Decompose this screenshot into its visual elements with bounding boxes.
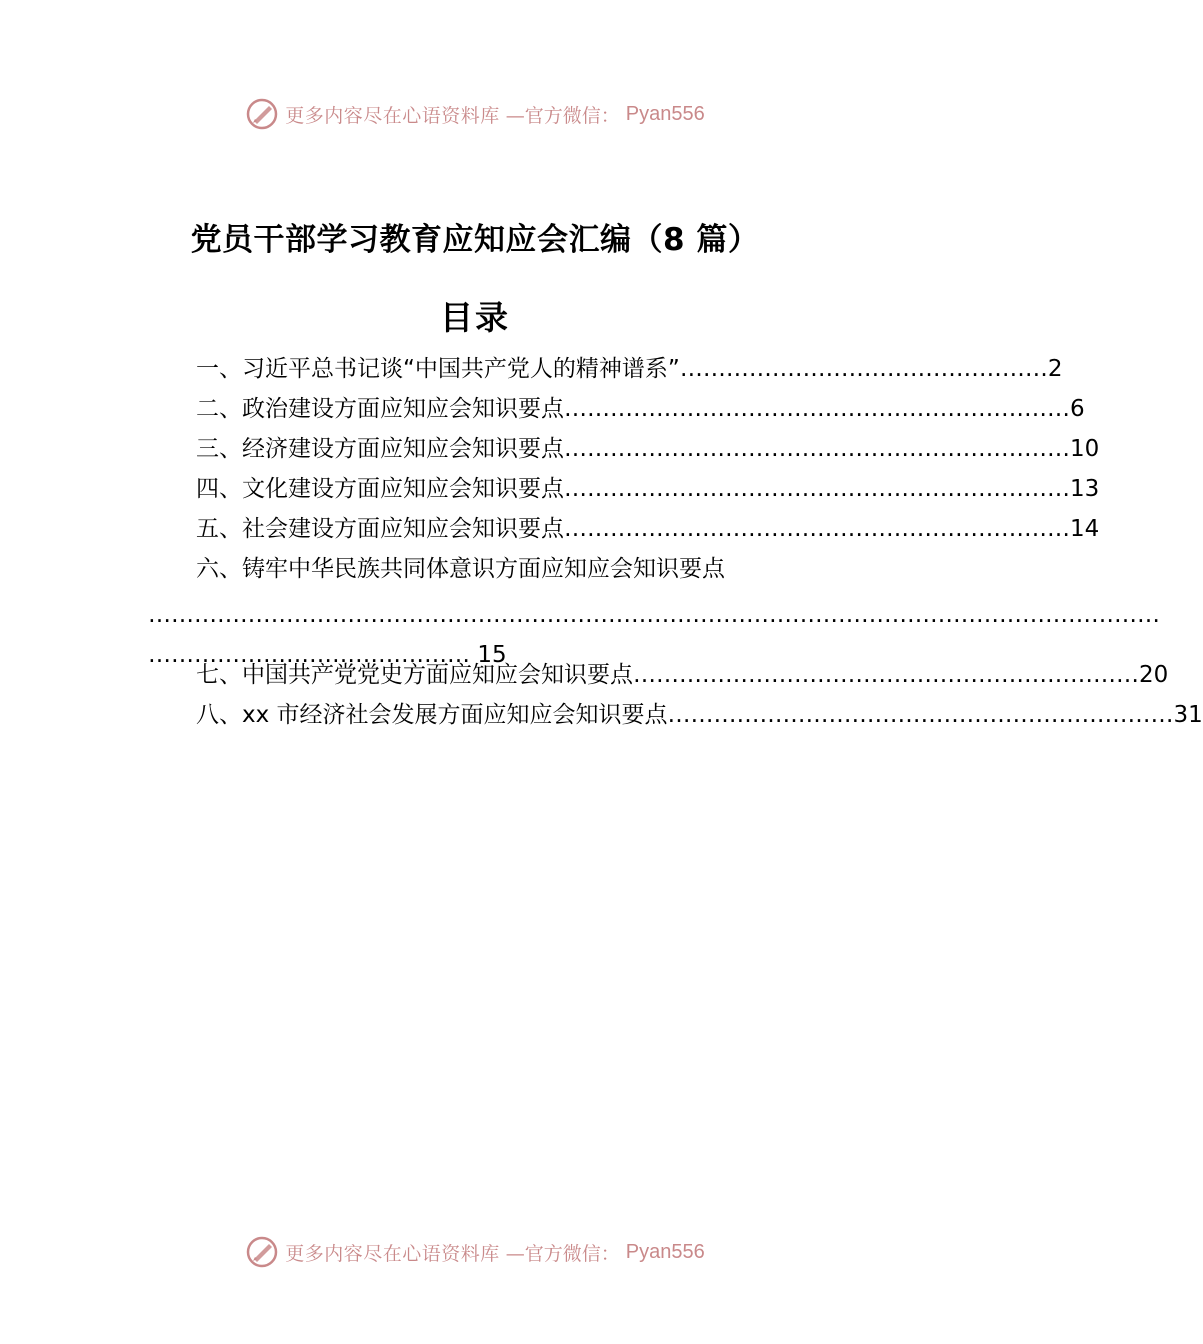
watermark-wechat-id: Pyan556: [625, 1240, 705, 1263]
toc-entry-page: 2: [1047, 356, 1063, 382]
toc-entry-page: 10: [1070, 436, 1100, 462]
pen-circle-logo-icon: [245, 1235, 279, 1269]
toc-entry[interactable]: [196, 509, 1100, 549]
toc-leader-dots: …………………………………………………………: [633, 662, 1139, 688]
toc-entry-label: 四、文化建设方面应知应会知识要点: [196, 476, 564, 502]
toc-heading: 目录: [440, 298, 510, 337]
toc-entry-page: 15: [477, 642, 507, 668]
toc-leader-dots: ……………………………………………………………………………………………………………………: [148, 602, 1160, 628]
toc-entry[interactable]: [196, 349, 1063, 389]
toc-entry-page: 13: [1070, 476, 1100, 502]
toc-entry-page: 31: [1173, 702, 1203, 728]
toc-leader-dots: …………………………………………………………: [564, 516, 1070, 542]
toc-entry-label: 二、政治建设方面应知应会知识要点: [196, 396, 564, 422]
pen-circle-logo-icon: [245, 97, 279, 131]
toc-leader-dots: …………………………………………………………: [564, 476, 1070, 502]
toc-entry-page: 14: [1070, 516, 1100, 542]
toc-leader-dots: …………………………………………………………: [564, 436, 1070, 462]
watermark-wechat-id: Pyan556: [625, 102, 705, 125]
toc-entry-label: 一、习近平总书记谈“中国共产党人的精神谱系”: [196, 356, 680, 382]
watermark-text: 更多内容尽在心语资料库: [285, 104, 500, 127]
toc-leader-dots: …………………………………………: [679, 356, 1048, 382]
footer-watermark: [0, 1232, 950, 1272]
toc-entry-label: 五、社会建设方面应知应会知识要点: [196, 516, 564, 542]
watermark-separator: —官方微信：: [505, 104, 620, 127]
toc-entry-label: 七、中国共产党党史方面应知应会知识要点: [196, 662, 633, 688]
toc-leader-dots: …………………………………………………………: [667, 702, 1174, 728]
watermark-text: 更多内容尽在心语资料库: [285, 1242, 500, 1265]
toc-entry[interactable]: [196, 389, 1085, 429]
toc-entry-page: 6: [1070, 396, 1085, 422]
toc-entry[interactable]: [196, 469, 1100, 509]
header-watermark: [0, 94, 950, 134]
toc-entry[interactable]: [196, 695, 1203, 735]
toc-entry[interactable]: [196, 655, 1169, 695]
toc-entry-wrapped[interactable]: [196, 549, 804, 589]
toc-entry-label: 八、xx 市经济社会发展方面应知应会知识要点: [196, 702, 668, 728]
toc-leader-dots: ……………………………………: [148, 642, 470, 668]
toc-entry-label: 三、经济建设方面应知应会知识要点: [196, 436, 564, 462]
toc-entry-page: 20: [1139, 662, 1169, 688]
document-title: 党员干部学习教育应知应会汇编（8 篇）: [190, 222, 760, 258]
toc-leader-dots: …………………………………………………………: [564, 396, 1070, 422]
watermark-separator: —官方微信：: [505, 1242, 620, 1265]
toc-entry[interactable]: [196, 429, 1100, 469]
toc-entry-label: 六、铸牢中华民族共同体意识方面应知应会知识要点: [196, 556, 725, 582]
